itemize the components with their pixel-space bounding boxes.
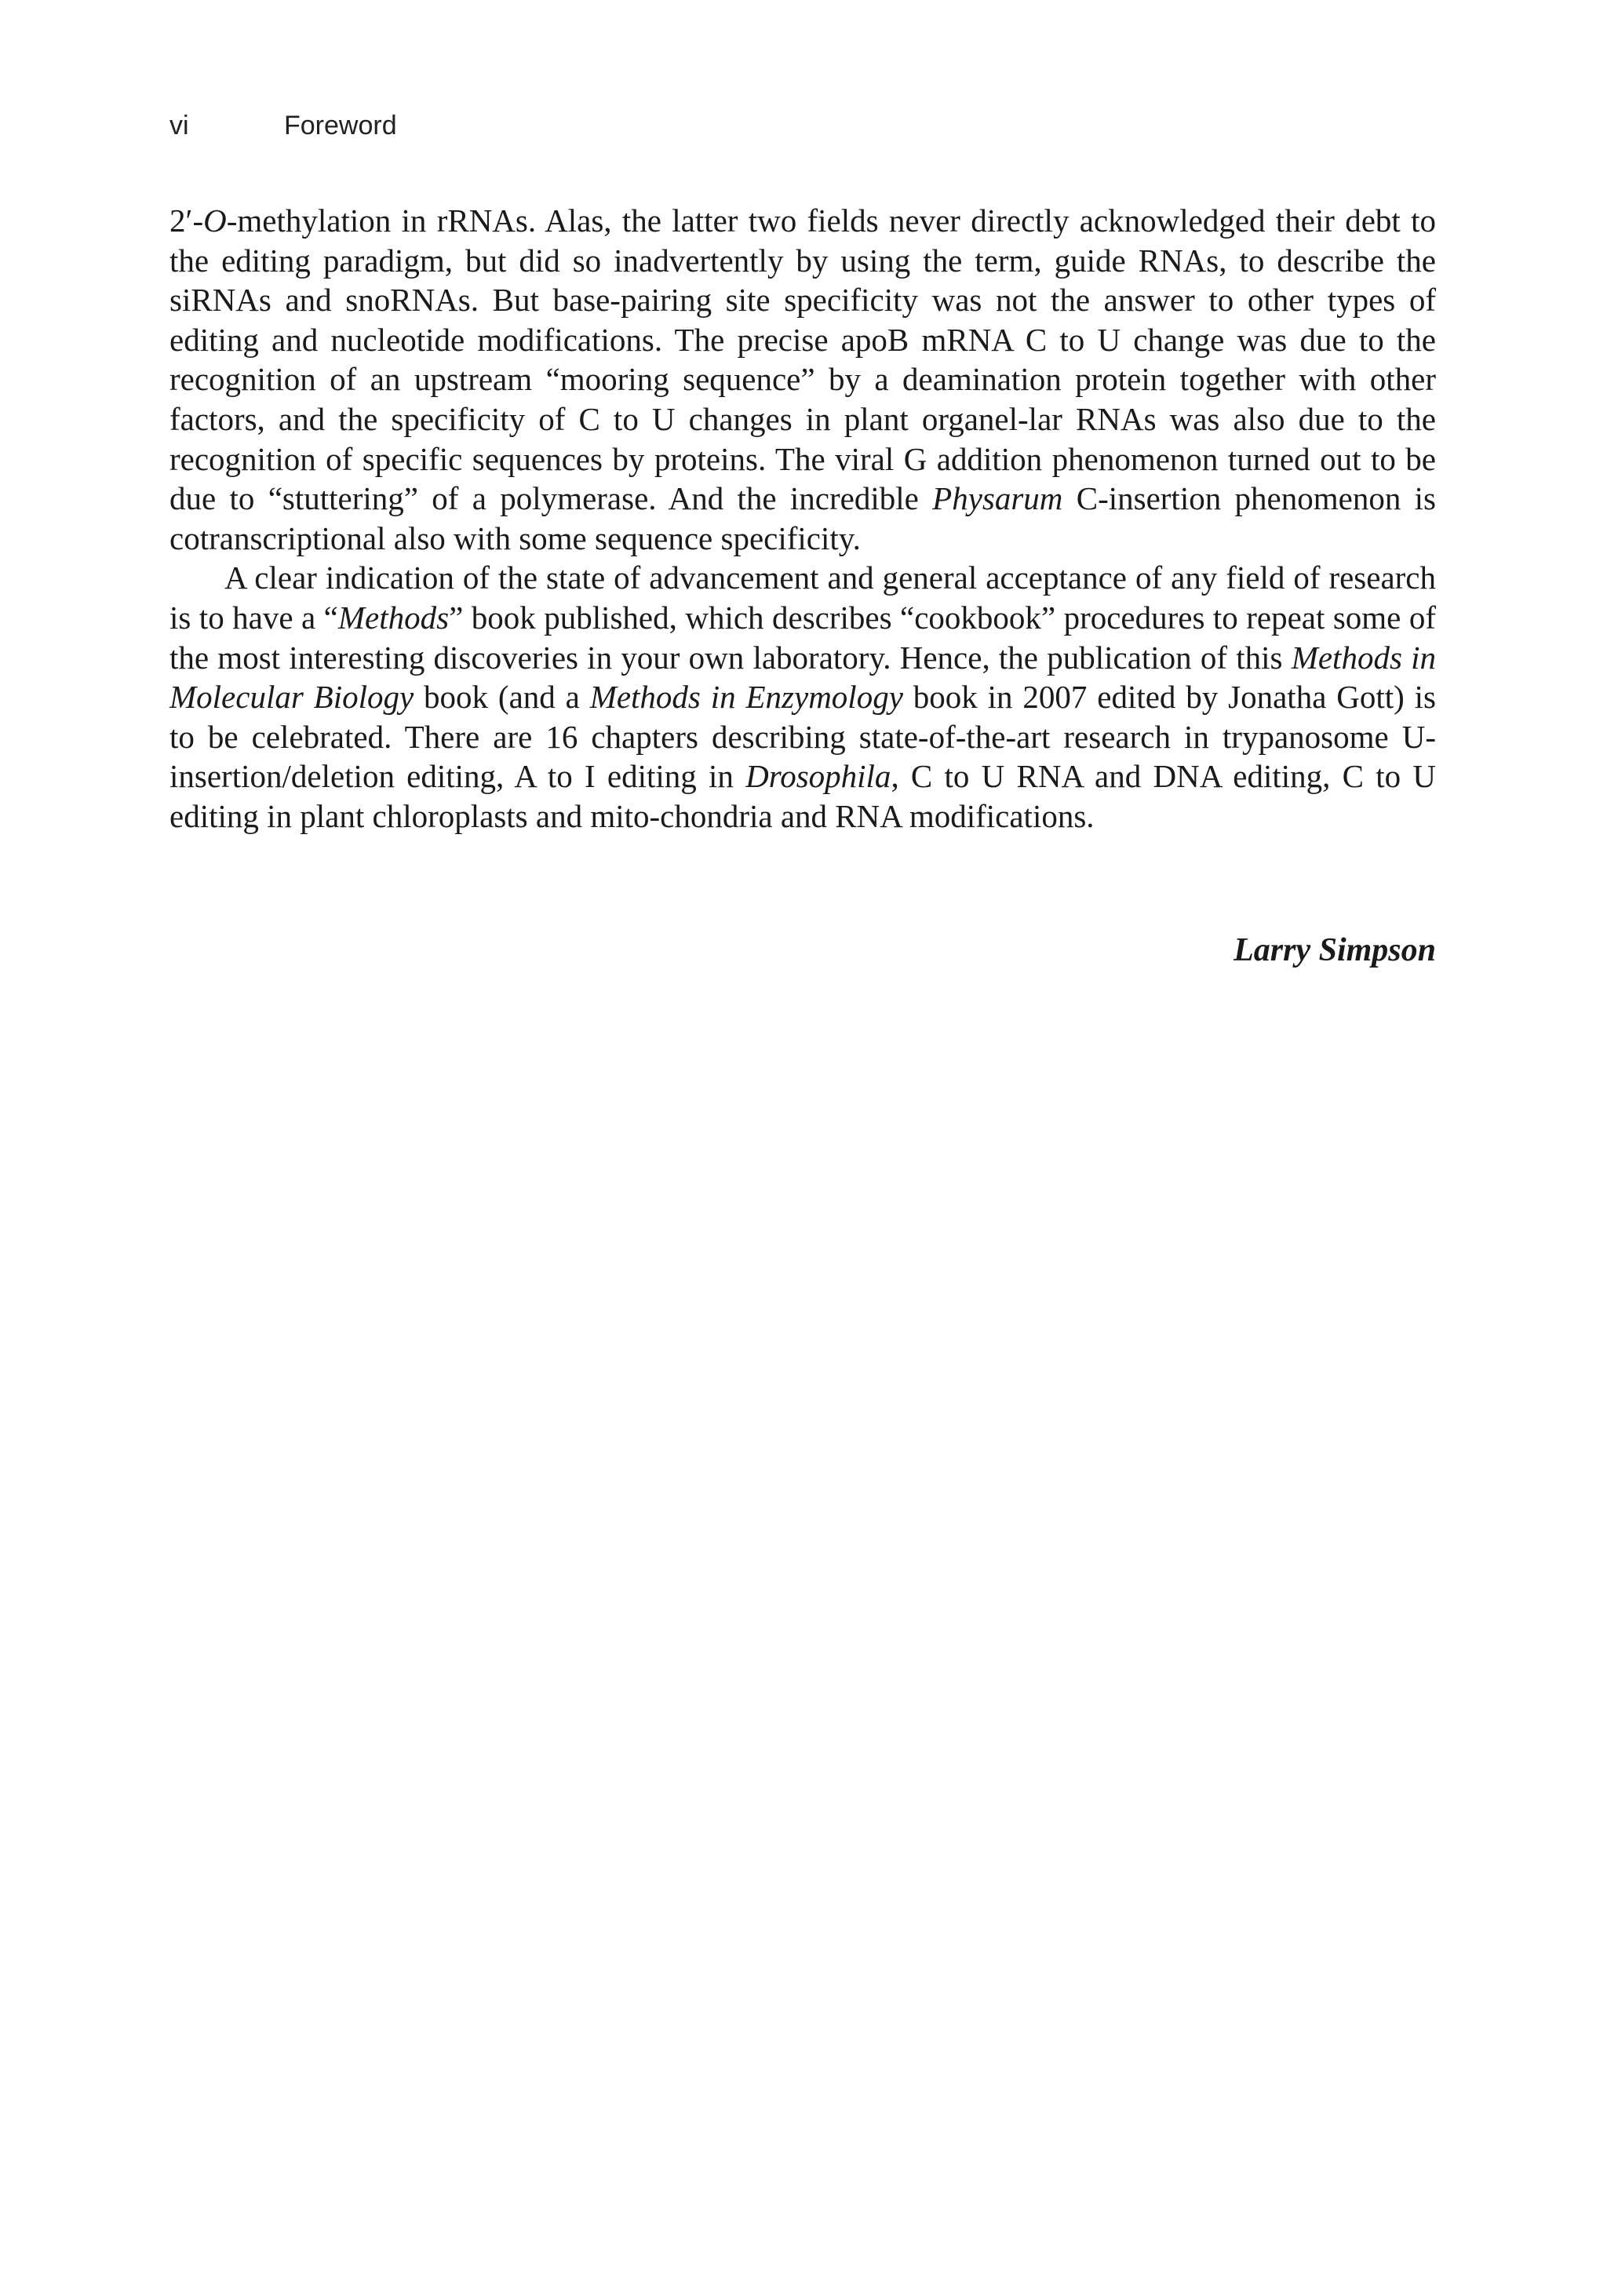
foreword-body bbox=[169, 201, 1436, 836]
paragraph-1 bbox=[169, 201, 1436, 558]
running-head bbox=[169, 110, 397, 141]
text-run: A clear indication of the state of advancement and general acceptance of any field of research is to have a “ bbox=[169, 559, 1436, 636]
italic-term: Physarum bbox=[932, 480, 1063, 517]
page-number: vi bbox=[169, 111, 189, 140]
text-run: -methylation in rRNAs. Alas, the latter two fields never directly acknowledged their debt to the editing paradigm, but did so inadvertently by using the term, guide RNAs, to describe the siRNAs and snoRNAs. But base-pairing site specificity was not the answer to other types of editing and nucleotide modifications. The precise apoB mRNA C to U change was due to the recognition of an upstream “mooring sequence” by a deamination protein together with other factors, and the specificity of C to U changes in plant organel-lar RNAs was also due to the recognition of specific sequences by proteins. The viral G addition phenomenon turned out to be due to “stuttering” of a polymerase. And the incredible bbox=[169, 202, 1436, 517]
text-run: 2′- bbox=[169, 202, 204, 239]
italic-term: Methods bbox=[337, 599, 450, 636]
section-title: Foreword bbox=[284, 111, 397, 140]
italic-term: Drosophila bbox=[745, 758, 891, 795]
author-signature: Larry Simpson bbox=[1233, 932, 1436, 968]
text-run: C-insertion phenomenon is cotranscriptional also with some sequence specificity. bbox=[169, 480, 1436, 556]
italic-book-title: Methods in Molecular Biology bbox=[169, 639, 1437, 716]
text-run: , C to U RNA and DNA editing, C to U editing in plant chloroplasts and mito-chondria and RNA modifications. bbox=[169, 758, 1436, 834]
paragraph-2 bbox=[169, 558, 1436, 836]
italic-term: O bbox=[203, 202, 227, 239]
text-run: book in 2007 edited by Jonatha Gott) is to be celebrated. There are 16 chapters describing state-of-the-art research in trypanosome U-insertion/deletion editing, A to I editing in bbox=[169, 679, 1437, 795]
text-run: book (and a bbox=[414, 679, 590, 716]
italic-book-title: Methods in Enzymology bbox=[589, 679, 903, 716]
text-run: ” book published, which describes “cookbook” procedures to repeat some of the most interesting discoveries in your own laboratory. Hence, the publication of this bbox=[169, 599, 1436, 676]
